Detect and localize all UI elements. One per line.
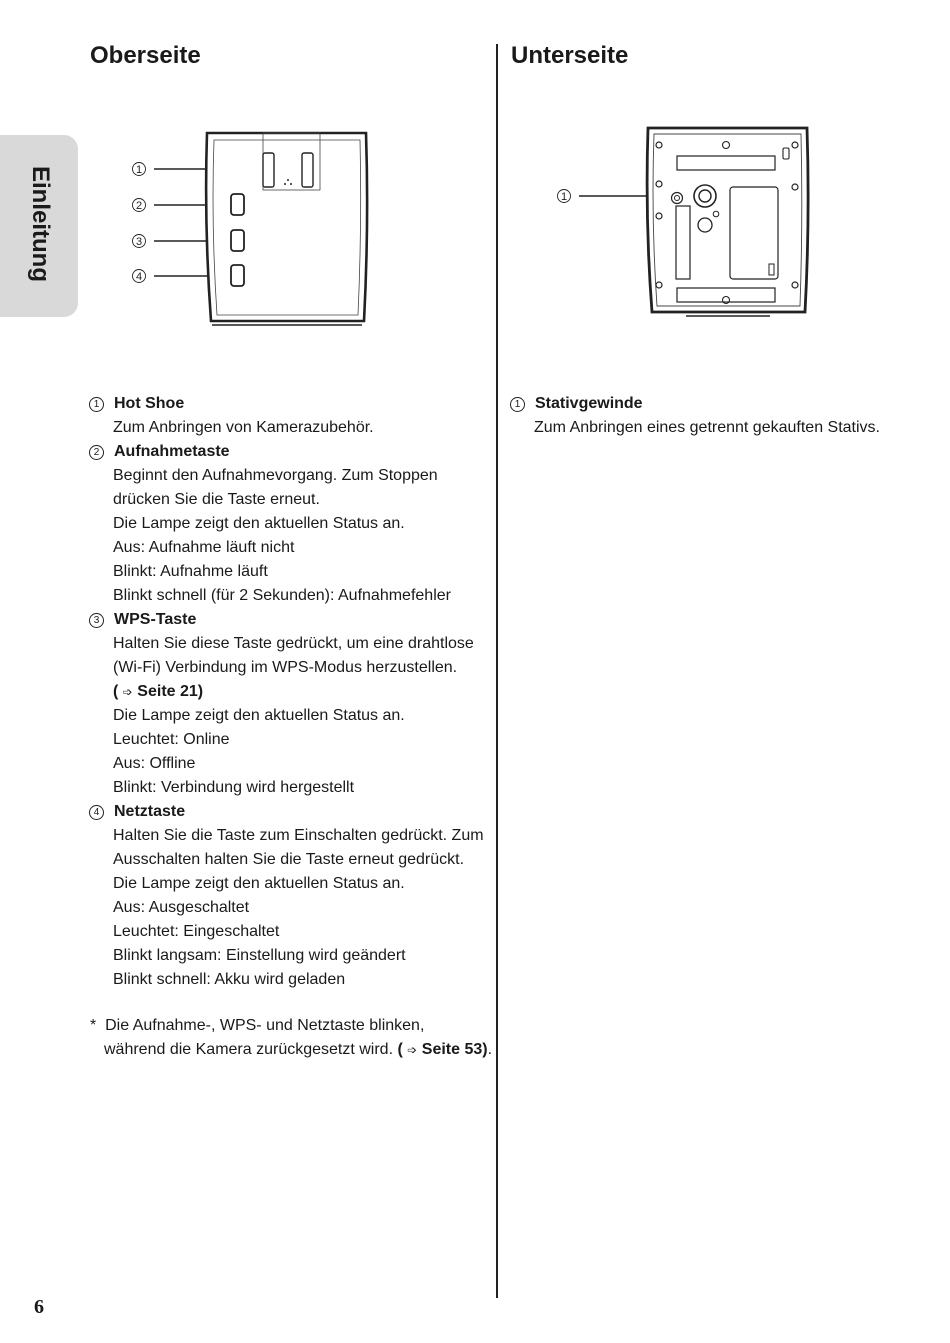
item-text: Blinkt: Aufnahme läuft [113, 563, 268, 580]
callout-2: 2 [135, 200, 143, 212]
bottom-side-heading: Unterseite [511, 42, 629, 69]
callout-4: 4 [135, 271, 143, 283]
bottom-view-diagram [550, 120, 820, 325]
item-text: Zum Anbringen eines getrennt gekauften Stativs. [534, 419, 880, 436]
item-text: Halten Sie diese Taste gedrückt, um eine drahtlose [113, 635, 474, 652]
footnote-star: * [90, 1017, 97, 1034]
top-side-heading: Oberseite [90, 42, 201, 69]
item-record-button [93, 440, 493, 608]
item-title: Netztaste [114, 803, 186, 820]
item-text: Zum Anbringen von Kamerazubehör. [113, 419, 374, 436]
item-number: 1 [510, 397, 525, 412]
item-text: Die Lampe zeigt den aktuellen Status an. [113, 875, 405, 892]
arrow-icon: ➩ [122, 685, 133, 699]
top-side-items [93, 392, 493, 992]
bottom-side-items [514, 392, 934, 440]
callout-1: 1 [135, 164, 143, 176]
item-text: Leuchtet: Online [113, 731, 230, 748]
item-title: WPS-Taste [114, 611, 197, 628]
item-number: 4 [89, 805, 104, 820]
section-tab-label: Einleitung [27, 166, 54, 282]
item-power-button [93, 800, 493, 992]
page-reference[interactable]: ( ➩ Seite 21) [113, 680, 493, 704]
item-text: Die Lampe zeigt den aktuellen Status an. [113, 515, 405, 532]
item-hot-shoe [93, 392, 493, 440]
item-number: 2 [89, 445, 104, 460]
item-tripod-mount [514, 392, 934, 440]
item-text: drücken Sie die Taste erneut. [113, 491, 320, 508]
item-text: Die Lampe zeigt den aktuellen Status an. [113, 707, 405, 724]
item-text: Ausschalten halten Sie die Taste erneut gedrückt. [113, 851, 465, 868]
page-number: 6 [34, 1296, 44, 1318]
item-text: Blinkt langsam: Einstellung wird geändert [113, 947, 406, 964]
footnote-text: während die Kamera zurückgesetzt wird. [104, 1041, 394, 1058]
column-divider [496, 44, 498, 1298]
item-text: Blinkt: Verbindung wird hergestellt [113, 779, 355, 796]
callout-3: 3 [135, 236, 143, 248]
callout-1: 1 [560, 191, 568, 203]
page-reference[interactable]: ( ➩ Seite 53) [397, 1041, 487, 1058]
footnote: * Die Aufnahme-, WPS- und Netztaste blinken, während die Kamera zurückgesetzt wird. ( ➩ Seite 53). [90, 1014, 490, 1062]
top-view-diagram [120, 125, 380, 335]
item-number: 1 [89, 397, 104, 412]
item-title: Aufnahmetaste [114, 443, 230, 460]
item-text: Aus: Aufnahme läuft nicht [113, 539, 295, 556]
item-text: Aus: Offline [113, 755, 196, 772]
footnote-text: Die Aufnahme-, WPS- und Netztaste blinken, [105, 1017, 425, 1034]
item-text: Beginnt den Aufnahmevorgang. Zum Stoppen [113, 467, 438, 484]
item-text: Aus: Ausgeschaltet [113, 899, 250, 916]
item-title: Hot Shoe [114, 395, 185, 412]
item-text: Blinkt schnell: Akku wird geladen [113, 971, 346, 988]
item-wps-button [93, 608, 493, 800]
arrow-icon: ➩ [407, 1043, 418, 1057]
item-text: (Wi-Fi) Verbindung im WPS-Modus herzustellen. [113, 659, 458, 676]
item-text: Blinkt schnell (für 2 Sekunden): Aufnahmefehler [113, 587, 451, 604]
item-text: Leuchtet: Eingeschaltet [113, 923, 280, 940]
item-number: 3 [89, 613, 104, 628]
item-text: Halten Sie die Taste zum Einschalten gedrückt. Zum [113, 827, 484, 844]
item-title: Stativgewinde [535, 395, 643, 412]
